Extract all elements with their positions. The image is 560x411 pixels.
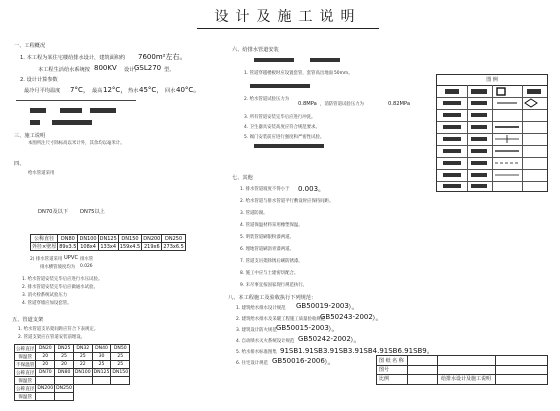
fill-block (30, 108, 46, 113)
middle-item-2-b: ，消防管道试验压力为 (320, 102, 364, 107)
section-6-heading: 五、管道支架 (12, 317, 44, 323)
table-cell: 20 (55, 361, 74, 369)
stamp-label-number: 图号 (379, 367, 390, 373)
stamp-divider (377, 365, 547, 366)
standard-4-label: 4. 自动喷水灭火系统设计规范 (236, 339, 295, 344)
middle-section-heading: 六、给排水管道安装 (232, 47, 279, 53)
table-row (31, 235, 186, 243)
table-cell: 30 (92, 353, 111, 361)
table-cell: DN70 (36, 369, 55, 377)
table-cell: DN25 (55, 345, 74, 353)
note-upvc-b: UPVC (64, 255, 79, 261)
table-cell: 219x6 (142, 243, 162, 251)
section-4-note: 给水管道采用 (28, 171, 55, 176)
legend-table (436, 74, 548, 192)
stamp-drawing-title: 给排水设计及施工说明 (441, 376, 492, 382)
standard-6-code: GB50016-2006 (272, 357, 325, 365)
standard-6-end: ）。 (324, 358, 335, 366)
section-7-item-3: 3. 管道防腐。 (240, 211, 268, 216)
fill-block (250, 84, 310, 88)
temp-value-3: 45°C， (139, 86, 164, 94)
table-cell: DN32 (73, 345, 92, 353)
table-cell: 公称直径 (16, 386, 35, 392)
section-1-area: 7600m²左右。 (138, 53, 187, 61)
section-1-item-2-label: 本工程生活给水系统按 (38, 67, 90, 73)
table-cell (111, 377, 130, 385)
section-1-heading: 一、工程概况 (14, 43, 46, 49)
middle-item-1: 1. 管道穿越楼板时应设置套管，套管高出地面 (244, 71, 334, 76)
table-cell (92, 377, 111, 385)
table-cell: 89x3.5 (59, 243, 77, 250)
middle-item-1-b: 50mm。 (334, 71, 353, 76)
table-cell (73, 377, 92, 385)
table-cell (55, 377, 74, 385)
table-cell: 25 (111, 353, 130, 361)
table-cell: 保温管 (15, 393, 36, 401)
support-spacing-table (14, 344, 130, 401)
standard-2-label: 2. 建筑给水排水及采暖工程施工质量验收规范 (236, 317, 326, 322)
table-cell: 108x4 (78, 243, 98, 251)
table-cell (55, 393, 74, 401)
standard-1-end: ）。 (348, 303, 359, 311)
standard-2-code: GB50243-2002 (320, 313, 373, 321)
table-cell: 公称直径 (31, 235, 58, 243)
temp-value-1: 7°C， (70, 86, 90, 94)
standard-4-code: GB50242-2002 (298, 335, 351, 343)
table-cell: 273x6.5 (163, 243, 184, 250)
section-7-item-9: 9. 未尽事宜按国家现行规范执行。 (240, 283, 308, 288)
table-cell: 25 (92, 361, 111, 369)
fill-block (30, 120, 40, 125)
table-cell: 159x4.5 (119, 243, 141, 250)
standard-2-end: ）。 (372, 314, 383, 322)
rule (16, 100, 136, 101)
section-4-heading: 四、 (14, 161, 25, 167)
fill-block (254, 58, 294, 62)
standard-1-label: 1. 建筑给水排水设计规范 (236, 306, 286, 311)
standard-5-label: 5. 给水排水标准图集 (236, 350, 277, 355)
temp-label-1: 最冷月平均温度 (24, 88, 61, 94)
table-row (15, 353, 130, 361)
section-6-item-2: 2. 管道支架应在管道安装前埋设。 (18, 335, 86, 340)
section-3-note: 本图所注尺寸除标高以米计外，其余均以毫米计。 (28, 141, 125, 146)
table-cell: DN50 (111, 345, 130, 353)
temp-value-4: 40°C。 (176, 86, 201, 94)
table-cell: 保温管 (15, 353, 36, 361)
note-slope: 排水横管坡度均为 (40, 265, 76, 270)
legend-header: 图 例 (437, 75, 547, 86)
table-row (15, 361, 130, 369)
table-cell (36, 393, 55, 401)
section-7-item-6: 6. 埋地管道刷沥青漆两道。 (240, 247, 294, 252)
pipe-heading-large: DN75以上 (80, 209, 105, 215)
standard-6-label: 6. 住宅设计规范 (236, 361, 268, 366)
table-row (15, 369, 130, 377)
table-cell: DN200 (143, 235, 161, 242)
title-block (376, 355, 548, 385)
standard-5-code: 91SB1.91SB3.91SB3.91SB4.91SB6.91SB9。 (280, 347, 434, 355)
table-cell: DN80 (58, 235, 78, 243)
stamp-label-name: 图 纸 名 称 (379, 358, 404, 364)
pipe-size-table (30, 234, 186, 251)
table-cell: DN125 (93, 370, 110, 375)
section-8-heading: 八、本工程施工及验收执行下列规范： (228, 295, 317, 301)
section-5-item-2: 2. 排水管道安装完毕后应做通水试验。 (22, 285, 98, 290)
section-3-heading: 三、施工说明 (14, 133, 46, 139)
standard-3-label: 3. 建筑设计防火规范 (236, 328, 277, 333)
table-cell: 22 (73, 361, 92, 369)
table-cell: 20 (36, 353, 55, 361)
table-row (15, 385, 130, 393)
section-1-item-2-value: 800KV (94, 64, 117, 72)
legend-symbols (437, 75, 547, 191)
table-cell: DN150 (112, 370, 129, 375)
note-slope-value: 0.026 (80, 264, 93, 269)
table-cell: 外径×壁厚 (32, 244, 57, 250)
table-cell: 25 (111, 361, 130, 369)
section-1-item-2-model: GSL270 (134, 64, 162, 72)
stamp-label-scale: 比例 (379, 376, 390, 382)
table-cell (36, 377, 55, 385)
section-1-item-1-label: 1. 本工程为某住宅楼给排水设计，建筑面积约 (20, 55, 126, 61)
section-7-item-1: 1. 排水管道坡度不得小于 (240, 187, 290, 192)
table-cell: DN125 (99, 235, 117, 242)
section-5-item-3: 3. 消火栓系统试验压力 (22, 293, 68, 298)
temp-label-3: 热水 (128, 88, 139, 94)
fill-block (90, 108, 116, 113)
section-7-item-4: 4. 管道保温材料采用橡塑保温。 (240, 223, 303, 228)
section-6-item-1: 1. 给水管道支吊架间距应符合下表规定。 (18, 327, 99, 332)
table-cell: DN250 (56, 386, 72, 391)
table-cell: 133x4 (98, 243, 118, 251)
table-row (15, 345, 130, 353)
middle-item-2-c: 0.82MPa (388, 101, 411, 107)
section-5-item-1: 1. 给水管道安装完毕后应进行水压试验。 (22, 277, 103, 282)
section-1-item-2-mid: 设计， (124, 67, 140, 73)
fill-block (310, 58, 340, 62)
middle-item-3: 3. 所有管道安装完毕后应进行冲洗。 (244, 115, 316, 120)
table-row (15, 377, 130, 385)
fill-block (60, 108, 82, 113)
table-cell: DN80 (55, 369, 74, 377)
table-cell: DN100 (79, 235, 97, 242)
table-cell: 保温管 (15, 377, 36, 385)
temp-label-2: 最高 (92, 88, 103, 94)
table-cell: 20 (36, 361, 55, 369)
page-title: 设计及施工说明 (214, 9, 362, 25)
temp-value-2: 12°C， (103, 86, 128, 94)
title-underline (197, 28, 379, 29)
stamp-divider (407, 356, 408, 384)
table-cell: 公称直径 (16, 346, 35, 352)
section-2-heading: 2. 设计计算参数 (20, 77, 58, 83)
table-row (31, 243, 186, 251)
table-cell: 不保温管 (16, 362, 35, 368)
section-1-item-2-end: 型。 (164, 67, 175, 73)
section-7-item-5: 5. 明装管道刷银粉漆两道。 (240, 235, 294, 240)
note-upvc-c: 排水管 (80, 257, 94, 262)
fill-block (52, 120, 92, 125)
middle-item-5: 5. 阀门安装前应进行强度和严密性试验。 (244, 135, 325, 140)
table-cell: DN20 (36, 345, 55, 353)
section-5-item-4: 4. 管道穿墙应加设套管。 (22, 301, 72, 306)
standard-3-code: GB50015-2003 (276, 324, 329, 332)
standard-1-code: GB50019-2003 (296, 302, 349, 310)
table-cell: DN150 (118, 235, 141, 243)
table-cell: 25 (55, 353, 74, 361)
middle-item-4: 4. 卫生器具安装高度应符合规范要求。 (244, 125, 320, 130)
table-cell: DN200 (37, 386, 54, 391)
pipe-heading-small: DN70及以下 (38, 209, 69, 215)
table-cell: DN100 (74, 370, 91, 375)
table-cell: DN40 (92, 345, 111, 353)
note-upvc-a: 2) 排水管道采用 (30, 257, 63, 262)
middle-item-2-a: 0.8MPa (298, 101, 317, 107)
standard-4-end: ）。 (350, 336, 361, 344)
stamp-divider (495, 356, 496, 384)
standard-3-end: ）。 (328, 325, 339, 333)
stamp-divider (437, 356, 438, 384)
table-cell: 25 (73, 353, 92, 361)
table-row (15, 393, 130, 401)
temp-label-4: 回水 (165, 88, 176, 94)
fill-block (254, 144, 324, 148)
middle-item-2: 2. 给水管道试验压力为 (244, 97, 290, 102)
table-cell: 公称直径 (16, 370, 35, 376)
section-7-item-7: 7. 管道支吊架除锈后刷防锈漆。 (240, 259, 303, 264)
section-7-heading: 七、其他 (232, 175, 253, 181)
section-7-item-2: 2. 给水管道与排水管道平行敷设时应保持间距。 (240, 199, 334, 204)
section-7-item-8: 8. 施工中应与土建密切配合。 (240, 271, 299, 276)
table-cell: DN250 (162, 235, 185, 243)
section-7-item-1-value: 0.003。 (298, 185, 326, 193)
